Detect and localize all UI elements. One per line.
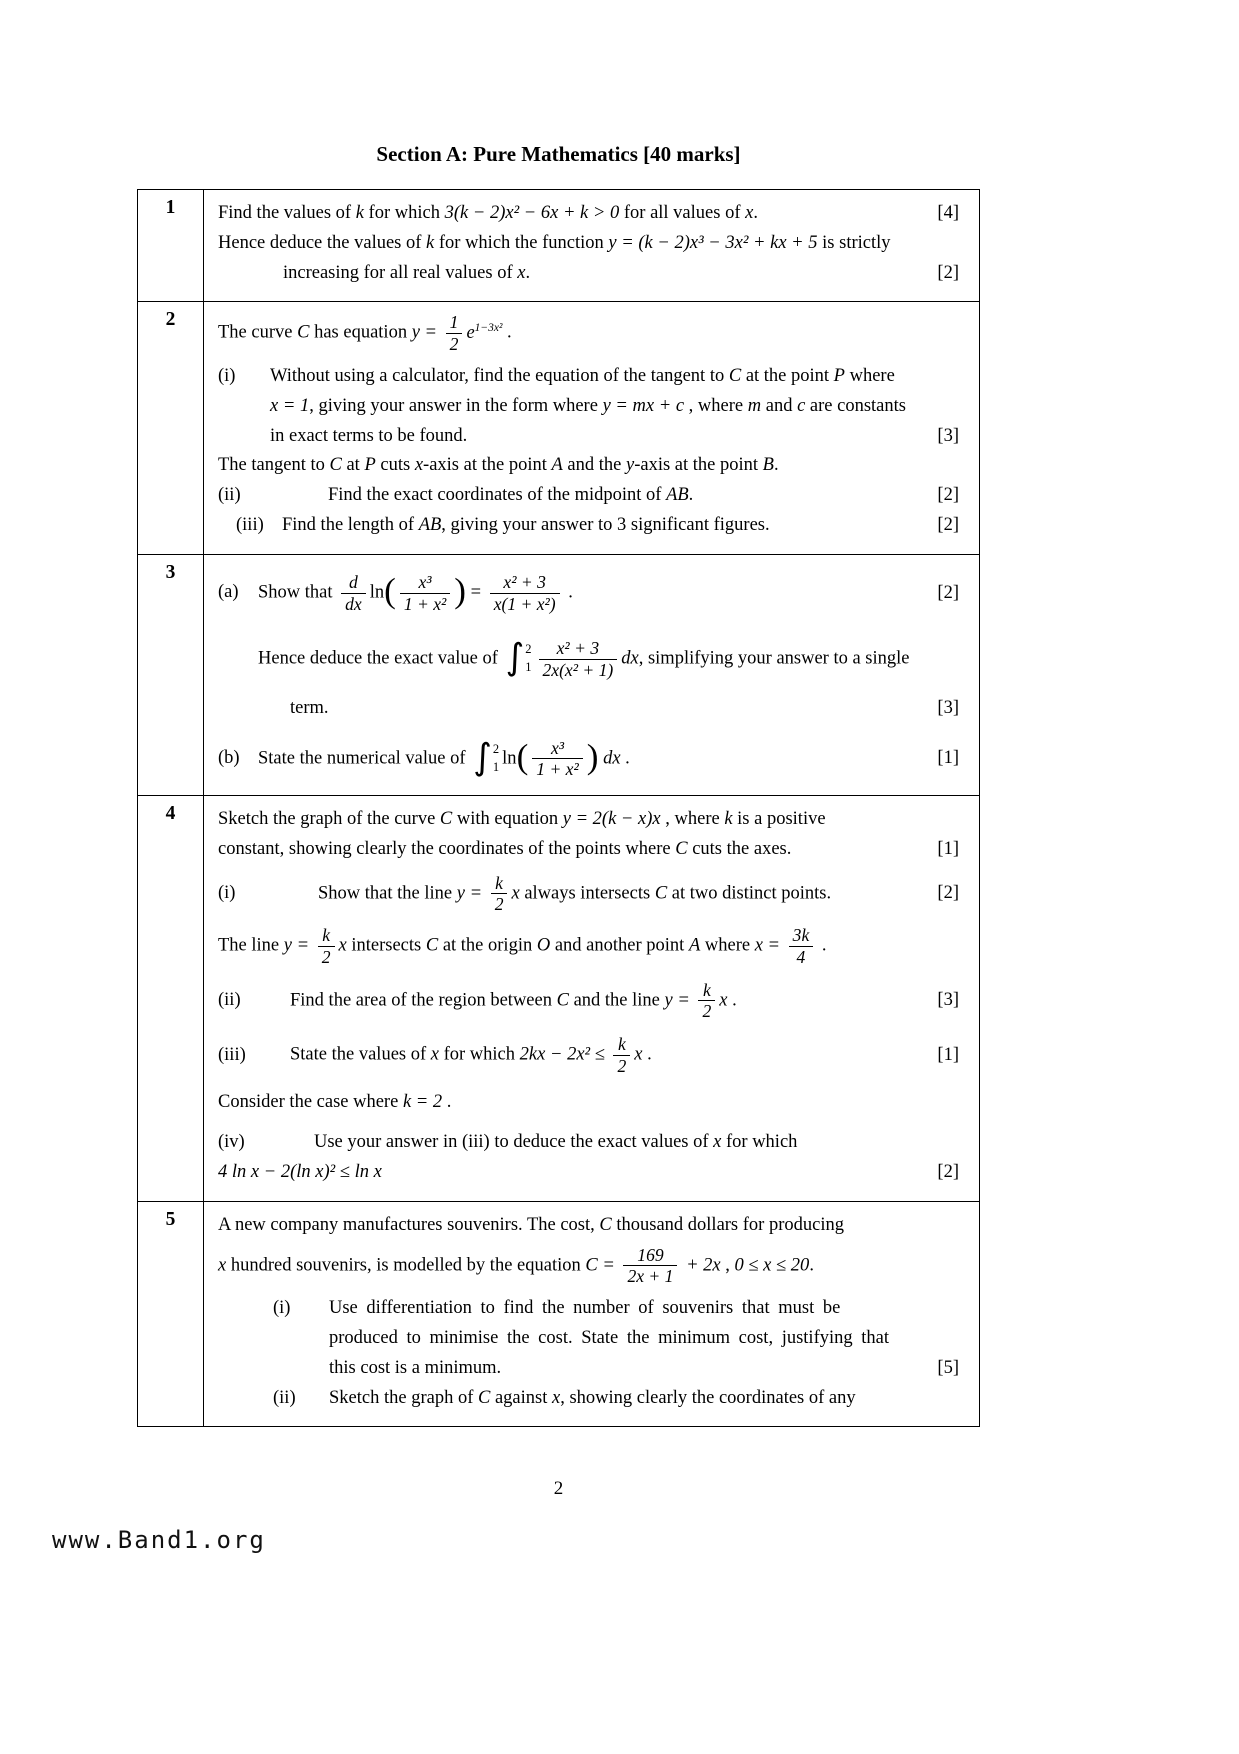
fraction-numerator: d: [341, 572, 366, 594]
text-run: for which: [363, 203, 445, 223]
part-label: (iv): [218, 1132, 245, 1153]
integral-upper-limit: 2: [492, 741, 500, 756]
text-run: and the line: [568, 990, 665, 1011]
question-body: [204, 302, 979, 553]
big-paren: ): [454, 571, 466, 611]
text-run: State the values of: [290, 1044, 431, 1065]
question-line: [218, 980, 973, 1022]
fraction: [400, 572, 450, 614]
fraction-numerator: k: [491, 873, 508, 895]
part-label: (a): [218, 582, 239, 603]
fraction-denominator: 2: [617, 1055, 627, 1076]
question-text: [218, 393, 973, 420]
part-label: (b): [218, 748, 240, 769]
part-label: (iii): [218, 1044, 246, 1065]
marks-label: [3]: [937, 697, 959, 718]
math-run: y =: [411, 322, 442, 343]
math-run: y: [625, 455, 635, 476]
math-run: C: [675, 838, 688, 859]
text-run: .: [442, 1091, 452, 1112]
text-run: .: [817, 935, 827, 956]
question-line: [218, 363, 973, 390]
text-run: .: [753, 203, 758, 223]
text-run: this cost is a minimum.: [329, 1357, 502, 1378]
question-text: [218, 695, 929, 722]
question-text: [218, 1159, 929, 1186]
text-run: is a positive: [732, 809, 826, 829]
fraction-denominator: 1 + x²: [536, 759, 579, 780]
math-run: dx: [621, 648, 639, 669]
section-title: Section A: Pure Mathematics [40 marks]: [376, 142, 741, 166]
question-number: 4: [138, 796, 204, 1201]
text-run: Show that: [258, 582, 338, 603]
math-run: C: [728, 365, 742, 386]
text-run: has equation: [309, 322, 412, 343]
question-text: [218, 1212, 973, 1239]
text-run: , simplifying your answer to a single: [638, 648, 910, 669]
text-run: A new company manufactures souvenirs. The cost,: [218, 1214, 600, 1235]
fraction: [318, 925, 335, 967]
math-run: O: [536, 935, 551, 956]
fraction: [698, 980, 715, 1022]
math-run: k = 2: [402, 1091, 443, 1112]
math-run: C: [599, 1214, 612, 1235]
question-text: [218, 572, 929, 614]
text-run: .: [727, 990, 737, 1011]
question-text: [218, 363, 973, 390]
question-text: [218, 452, 973, 479]
fraction-denominator: 4: [796, 946, 806, 967]
math-run: y = (k − 2)x³ − 3x² + kx + 5: [608, 232, 818, 253]
part-label: (ii): [218, 990, 241, 1011]
question-body: [204, 796, 979, 1201]
math-run: 4 ln x − 2(ln x)² ≤ ln x: [218, 1162, 382, 1183]
text-run: Use your answer in (iii) to deduce the exact values of: [314, 1132, 714, 1153]
text-run: The curve: [218, 322, 298, 343]
question-line: [218, 230, 973, 257]
question-line: [218, 512, 973, 539]
question-text: [218, 1385, 973, 1412]
marks-label: [2]: [937, 1162, 959, 1183]
question-line: [218, 312, 973, 354]
fraction: [539, 638, 618, 680]
question-line: [218, 452, 973, 479]
math-run: y =: [456, 883, 487, 904]
math-run: x: [218, 1255, 227, 1276]
fraction: [490, 572, 560, 614]
question-line: [218, 572, 973, 614]
question-text: [218, 836, 929, 863]
part-label: (ii): [273, 1387, 296, 1408]
question-row: [138, 302, 979, 554]
text-run: ln: [502, 748, 517, 769]
text-run: Find the length of: [282, 514, 419, 535]
text-run: , where: [684, 395, 748, 416]
question-text: [218, 1325, 973, 1352]
text-run: Consider the case where: [218, 1091, 403, 1112]
math-run: 3(k − 2)x² − 6x + k > 0: [444, 203, 620, 223]
math-run: AB: [666, 485, 689, 506]
question-text: [218, 1089, 973, 1116]
text-run: against: [490, 1387, 552, 1408]
question-text: [218, 980, 929, 1022]
math-run: x: [719, 990, 728, 1011]
math-run: C: [297, 322, 310, 343]
math-run: P: [833, 365, 845, 386]
text-run: .: [773, 455, 779, 476]
text-run: Without using a calculator, find the equation of the tangent to: [270, 365, 729, 386]
question-body: [204, 1202, 979, 1427]
fraction: [532, 738, 582, 780]
text-run: ln: [369, 582, 385, 603]
marks-label: [2]: [937, 582, 959, 603]
question-number: 5: [138, 1202, 204, 1427]
fraction-numerator: 3k: [789, 925, 814, 947]
fraction-numerator: x² + 3: [539, 638, 618, 660]
part-label: (i): [218, 883, 236, 904]
math-run: P: [364, 455, 376, 476]
question-number: 1: [138, 190, 204, 301]
question-line: [218, 1295, 973, 1322]
question-text: [218, 1295, 973, 1322]
question-line: [218, 423, 973, 450]
math-run: 0 ≤ x ≤ 20: [734, 1255, 810, 1276]
questions-table: [137, 189, 980, 1427]
fraction: [491, 873, 508, 915]
question-line: [218, 738, 973, 780]
fraction-denominator: 2x + 1: [627, 1266, 674, 1287]
text-run: -axis at the point: [634, 455, 763, 476]
power-base: e: [466, 322, 475, 343]
text-run: and: [761, 395, 798, 416]
fraction-denominator: 2: [321, 946, 331, 967]
text-run: at the point: [741, 365, 834, 386]
fraction-numerator: k: [613, 1034, 630, 1056]
math-run: C: [329, 455, 342, 476]
question-text: [218, 200, 929, 227]
text-run: with equation: [452, 809, 563, 829]
question-line: [218, 836, 973, 863]
math-run: x: [745, 203, 754, 223]
marks-label: [4]: [937, 203, 959, 223]
math-run: c: [797, 395, 806, 416]
marks-label: [1]: [937, 748, 959, 769]
question-row: [138, 555, 979, 796]
question-line: [218, 1355, 973, 1382]
question-line: [218, 1159, 973, 1186]
text-run: .: [809, 1255, 814, 1276]
text-run: at two distinct points.: [667, 883, 832, 904]
math-run: y =: [664, 990, 695, 1011]
math-run: y = 2(k − x)x: [562, 809, 661, 829]
question-text: [218, 1245, 973, 1287]
text-run: .: [642, 1044, 652, 1065]
question-text: [218, 638, 973, 680]
text-run: Show that the line: [318, 883, 457, 904]
text-run: =: [466, 582, 486, 603]
text-run: Hence deduce the values of: [218, 232, 427, 253]
text-run: increasing for all real values of: [283, 262, 518, 283]
integral: [505, 637, 532, 679]
text-run: is strictly: [817, 232, 891, 253]
math-run: C =: [585, 1255, 620, 1276]
question-line: [218, 1385, 973, 1412]
text-run: The tangent to: [218, 455, 330, 476]
question-text: [218, 512, 929, 539]
text-run: at: [341, 455, 365, 476]
text-run: The line: [218, 935, 284, 956]
question-line: [218, 1212, 973, 1239]
question-line: [218, 1089, 973, 1116]
text-run: intersects: [346, 935, 426, 956]
text-run: Find the values of: [218, 203, 356, 223]
big-paren: (: [516, 737, 529, 777]
integral: [473, 736, 500, 778]
marks-label: [2]: [937, 883, 959, 904]
math-run: 2kx − 2x² ≤: [519, 1044, 610, 1065]
question-text: [218, 230, 973, 257]
question-line: [218, 806, 973, 833]
question-line: [218, 638, 973, 680]
math-run: x =: [754, 935, 785, 956]
math-run: x: [338, 935, 347, 956]
question-body: [204, 555, 979, 795]
marks-label: [3]: [937, 425, 959, 446]
part-label: (i): [218, 365, 236, 386]
question-row: [138, 796, 979, 1202]
marks-label: [2]: [937, 262, 959, 283]
question-text: [218, 738, 929, 780]
text-run: , giving your answer to 3 significant figures.: [441, 514, 770, 535]
math-run: dx: [598, 748, 621, 769]
text-run: for which: [721, 1132, 798, 1153]
text-run: thousand dollars for producing: [611, 1214, 844, 1235]
question-text: [218, 482, 929, 509]
fraction-denominator: dx: [345, 593, 362, 614]
math-run: x: [713, 1132, 722, 1153]
math-run: k: [426, 232, 435, 253]
fraction-denominator: 2: [449, 334, 459, 355]
integral-limits: [524, 640, 531, 678]
question-row: [138, 190, 979, 302]
text-run: and another point: [550, 935, 689, 956]
question-body: [204, 190, 979, 301]
question-number: 2: [138, 302, 204, 553]
text-run: Hence deduce the exact value of: [258, 648, 503, 669]
question-text: [218, 806, 973, 833]
question-text: [218, 260, 929, 287]
fraction-numerator: k: [318, 925, 335, 947]
math-run: AB: [418, 514, 442, 535]
math-run: y =: [283, 935, 314, 956]
fraction-denominator: x(1 + x²): [493, 593, 556, 614]
question-line: [218, 1245, 973, 1287]
math-run: y = mx + c: [602, 395, 685, 416]
part-label: (iii): [236, 514, 264, 535]
marks-label: [1]: [937, 838, 959, 859]
text-run: .: [525, 262, 531, 283]
marks-label: [2]: [937, 485, 959, 506]
integral-icon: ∫: [473, 736, 492, 778]
question-text: [218, 1355, 929, 1382]
power-exponent: 1−3x²: [474, 321, 503, 334]
big-paren: ): [586, 737, 599, 777]
text-run: constant, showing clearly the coordinates of the points where: [218, 838, 676, 859]
question-text: [218, 312, 973, 354]
text-run: Sketch the graph of: [329, 1387, 478, 1408]
math-run: + 2x: [681, 1255, 721, 1276]
text-run: , showing clearly the coordinates of any: [560, 1387, 856, 1408]
question-line: [218, 260, 973, 287]
big-paren: (: [384, 571, 396, 611]
question-line: [218, 1325, 973, 1352]
text-run: cuts the axes.: [687, 838, 792, 859]
question-text: [218, 925, 973, 967]
marks-label: [1]: [937, 1044, 959, 1065]
integral-lower-limit: 1: [492, 759, 500, 774]
text-run: where: [844, 365, 895, 386]
math-run: x: [634, 1044, 643, 1065]
integral-limits: [492, 740, 499, 778]
question-line: [218, 695, 973, 722]
question-line: [218, 873, 973, 915]
question-text: [218, 873, 929, 915]
integral-icon: ∫: [505, 637, 525, 679]
math-run: k: [724, 809, 733, 829]
text-run: produced to minimise the cost. State the minimum cost, justifying that: [329, 1328, 889, 1349]
math-run: C: [425, 935, 439, 956]
math-run: x: [430, 1044, 439, 1065]
part-label: (i): [273, 1298, 291, 1319]
text-run: and the: [562, 455, 626, 476]
fraction-denominator: 1 + x²: [403, 593, 447, 614]
text-run: for which: [438, 1044, 520, 1065]
question-text: [218, 1129, 973, 1156]
part-label: (ii): [218, 485, 241, 506]
question-text: [218, 423, 929, 450]
math-run: A: [688, 935, 701, 956]
text-run: are constants: [805, 395, 906, 416]
math-run: A: [551, 455, 563, 476]
text-run: always intersects: [519, 883, 655, 904]
text-run: cuts: [375, 455, 415, 476]
question-line: [218, 925, 973, 967]
text-run: at the origin: [438, 935, 537, 956]
site-watermark: www.Band1.org: [52, 1526, 266, 1554]
question-line: [218, 1034, 973, 1076]
text-run: Find the area of the region between: [290, 990, 557, 1011]
text-run: .: [688, 485, 694, 506]
fraction-numerator: 169: [623, 1245, 677, 1267]
text-run: , giving your answer in the form where: [309, 395, 603, 416]
math-run: x: [511, 883, 520, 904]
text-run: Use differentiation to find the number of souvenirs that must be: [329, 1298, 841, 1319]
math-run: B: [762, 455, 774, 476]
text-run: where: [700, 935, 755, 956]
fraction-numerator: k: [698, 980, 715, 1002]
text-run: Sketch the graph of the curve: [218, 809, 440, 829]
fraction-denominator: 2x(x² + 1): [542, 659, 614, 680]
fraction: [341, 572, 366, 614]
fraction-denominator: 2: [494, 894, 504, 915]
math-run: C: [654, 883, 668, 904]
marks-label: [2]: [937, 514, 959, 535]
fraction-numerator: x² + 3: [490, 572, 560, 594]
fraction: [623, 1245, 677, 1287]
question-text: [218, 1034, 929, 1076]
fraction: [613, 1034, 630, 1076]
math-run: C: [439, 809, 453, 829]
text-run: State the numerical value of: [258, 748, 471, 769]
math-run: x = 1: [270, 395, 310, 416]
page-number: 2: [553, 1478, 564, 1499]
fraction: [789, 925, 814, 967]
text-run: for which the function: [434, 232, 609, 253]
math-run: x: [552, 1387, 561, 1408]
math-run: k: [355, 203, 364, 223]
fraction-numerator: 1: [446, 312, 463, 334]
marks-label: [3]: [937, 990, 959, 1011]
math-run: x: [414, 455, 424, 476]
fraction-numerator: x³: [532, 738, 582, 760]
question-number: 3: [138, 555, 204, 795]
math-run: x: [517, 262, 526, 283]
fraction-denominator: 2: [702, 1001, 712, 1022]
fraction-numerator: x³: [400, 572, 450, 594]
text-run: -axis at the point: [423, 455, 552, 476]
text-run: , where: [660, 809, 725, 829]
question-line: [218, 393, 973, 420]
text-run: hundred souvenirs, is modelled by the equation: [226, 1255, 586, 1276]
math-run: C: [556, 990, 569, 1011]
marks-label: [5]: [937, 1357, 959, 1378]
text-run: .: [620, 748, 630, 769]
text-run: term.: [290, 697, 329, 718]
text-run: in exact terms to be found.: [270, 425, 468, 446]
integral-lower-limit: 1: [525, 660, 532, 675]
math-run: m: [747, 395, 762, 416]
fraction: [446, 312, 463, 354]
text-run: .: [563, 582, 573, 603]
question-row: [138, 1202, 979, 1427]
question-line: [218, 200, 973, 227]
text-run: for all values of: [619, 203, 746, 223]
text-run: .: [502, 322, 512, 343]
math-run: C: [478, 1387, 491, 1408]
power-expression: [466, 323, 502, 343]
integral-upper-limit: 2: [525, 642, 532, 657]
question-line: [218, 1129, 973, 1156]
text-run: Find the exact coordinates of the midpoint of: [328, 485, 667, 506]
question-line: [218, 482, 973, 509]
text-run: ,: [720, 1255, 735, 1276]
